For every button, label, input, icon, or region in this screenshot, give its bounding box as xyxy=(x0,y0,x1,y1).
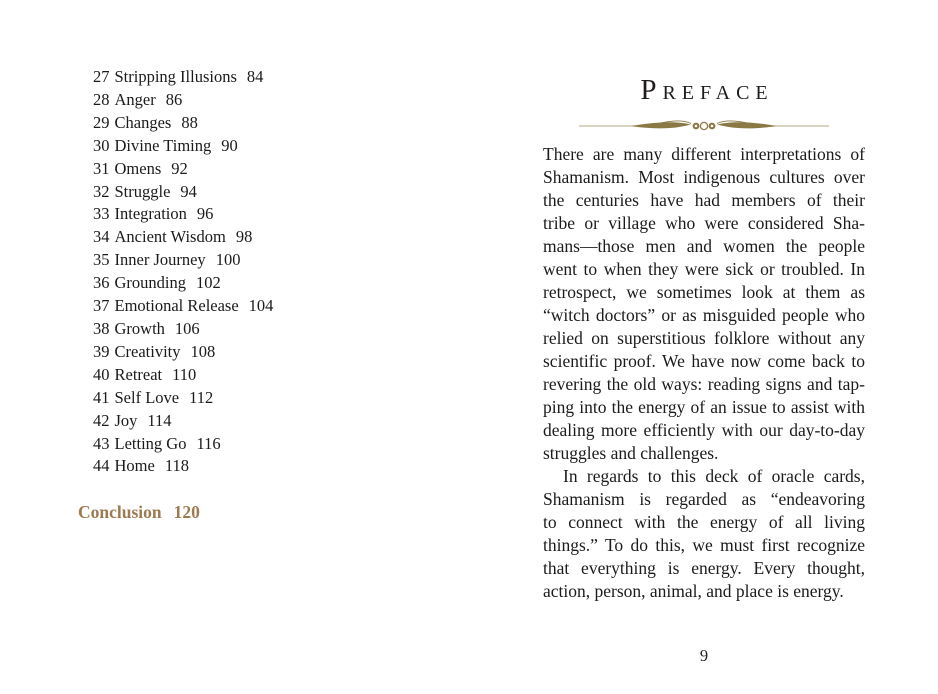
toc-chapter-number: 41 xyxy=(93,387,110,407)
toc-page-ref: 94 xyxy=(180,181,197,201)
toc-entry xyxy=(78,135,408,158)
text-line: ping into the energy of an issue to assist with xyxy=(543,397,865,417)
toc-chapter-number: 30 xyxy=(93,135,110,155)
toc-entry xyxy=(78,410,408,433)
page-number: 9 xyxy=(699,646,709,665)
toc-chapter-number: 32 xyxy=(93,181,110,201)
toc-chapter-number: 34 xyxy=(93,227,110,247)
divider-ornament-icon xyxy=(579,118,829,134)
toc-page-ref: 112 xyxy=(189,387,214,407)
toc-chapter-number: 43 xyxy=(93,433,110,453)
toc-chapter-number: 44 xyxy=(93,456,110,476)
toc-entry xyxy=(78,158,408,181)
toc-chapter-title: Emotional Release xyxy=(114,296,239,316)
toc-page-ref: 104 xyxy=(248,296,274,316)
toc-chapter-title: Integration xyxy=(114,204,187,224)
toc-chapter-title: Grounding xyxy=(114,273,186,293)
toc-entry xyxy=(78,181,408,204)
text-line: There are many different interpretations of xyxy=(543,144,865,164)
toc-entry xyxy=(78,433,408,456)
toc-page-ref: 92 xyxy=(171,158,188,178)
text-line: Shamanism. Most indigenous cultures over xyxy=(543,167,865,187)
toc-entry xyxy=(78,295,408,318)
toc-chapter-title: Anger xyxy=(114,89,156,109)
toc-page-ref: 110 xyxy=(172,364,197,384)
toc-chapter-number: 42 xyxy=(93,410,110,430)
toc-chapter-title: Creativity xyxy=(114,341,181,361)
conclusion-label: Conclusion xyxy=(78,502,162,523)
toc-entry xyxy=(78,89,408,112)
text-line: went to when they were sick or troubled. In xyxy=(543,259,865,279)
toc-page-ref: 84 xyxy=(246,67,264,86)
toc-chapter-title: Joy xyxy=(114,410,138,430)
toc-chapter-number: 27 xyxy=(93,67,110,86)
toc-chapter-title: Home xyxy=(114,456,155,476)
toc-chapter-title: Omens xyxy=(114,158,162,178)
toc-conclusion-entry xyxy=(78,501,408,524)
text-line: revering the old ways: reading signs and tap- xyxy=(543,374,865,394)
toc-page-ref: 102 xyxy=(196,273,221,293)
text-line: mans—those men and women the people xyxy=(543,236,865,256)
text-line: tribe or village who were considered Sha- xyxy=(543,213,865,233)
text-line: relied on superstitious folklore without any xyxy=(543,328,865,348)
toc-page-ref: 106 xyxy=(174,318,200,338)
text-line: retrospect, we sometimes look at them as xyxy=(543,282,865,302)
toc-chapter-title: Stripping Illusions xyxy=(114,67,237,86)
right-page xyxy=(543,72,865,603)
toc-page-ref: 90 xyxy=(221,135,238,155)
toc-entry xyxy=(78,112,408,135)
toc-chapter-title: Growth xyxy=(114,318,165,338)
toc-page-ref: 86 xyxy=(165,89,183,109)
toc-chapter-title: Divine Timing xyxy=(114,135,212,155)
conclusion-page-ref: 120 xyxy=(173,502,200,523)
toc-chapter-number: 37 xyxy=(93,296,110,316)
toc-chapter-title: Retreat xyxy=(114,364,163,384)
toc-chapter-title: Letting Go xyxy=(114,433,187,453)
toc-page-ref: 118 xyxy=(164,456,189,476)
toc-page-ref: 98 xyxy=(235,227,253,247)
paragraph xyxy=(543,143,865,465)
toc-chapter-number: 33 xyxy=(93,204,110,224)
preface-body xyxy=(543,143,865,603)
toc-entry xyxy=(78,66,408,89)
toc-list xyxy=(78,66,408,478)
toc-entry xyxy=(78,249,408,272)
text-line: dealing more efficiently with our day-to-day xyxy=(543,420,865,440)
toc-entry xyxy=(78,341,408,364)
left-page xyxy=(78,66,408,524)
paragraph xyxy=(543,465,865,603)
toc-chapter-number: 35 xyxy=(93,250,110,270)
toc-entry xyxy=(78,272,408,295)
toc-page-ref: 88 xyxy=(181,112,198,132)
toc-entry xyxy=(78,226,408,249)
toc-chapter-title: Self Love xyxy=(114,387,180,407)
toc-page-ref: 114 xyxy=(147,410,172,430)
toc-chapter-number: 40 xyxy=(93,364,110,384)
toc-chapter-title: Struggle xyxy=(114,181,171,201)
text-line: In regards to this deck of oracle cards, xyxy=(563,466,865,486)
toc-page-ref: 96 xyxy=(196,204,214,224)
text-line: struggles and challenges. xyxy=(543,443,719,463)
toc-entry xyxy=(78,387,408,410)
toc-chapter-number: 31 xyxy=(93,158,110,178)
toc-chapter-number: 29 xyxy=(93,112,110,132)
text-line: scientific proof. We have now come back to xyxy=(543,351,865,371)
text-line: the centuries have had members of their xyxy=(543,190,865,210)
toc-entry xyxy=(78,203,408,226)
toc-page-ref: 116 xyxy=(196,433,221,453)
text-line: to connect with the energy of all living xyxy=(543,512,865,532)
toc-chapter-title: Ancient Wisdom xyxy=(114,227,226,247)
toc-chapter-title: Inner Journey xyxy=(114,250,206,270)
toc-entry xyxy=(78,318,408,341)
toc-chapter-number: 28 xyxy=(93,89,110,109)
toc-page-ref: 100 xyxy=(215,250,241,270)
text-line: things.” To do this, we must first recognize xyxy=(543,535,865,555)
toc-entry xyxy=(78,364,408,387)
toc-chapter-number: 36 xyxy=(93,273,110,293)
toc-chapter-title: Changes xyxy=(114,112,172,132)
text-line: action, person, animal, and place is energy. xyxy=(543,581,844,601)
text-line: Shamanism is regarded as “endeavoring xyxy=(543,489,865,509)
text-line: that everything is energy. Every thought, xyxy=(543,558,865,578)
toc-chapter-number: 38 xyxy=(93,318,110,338)
toc-entry xyxy=(78,455,408,478)
preface-heading: Preface xyxy=(640,74,774,106)
toc-page-ref: 108 xyxy=(190,341,216,361)
toc-chapter-number: 39 xyxy=(93,341,110,361)
text-line: “witch doctors” or as misguided people who xyxy=(543,305,865,325)
